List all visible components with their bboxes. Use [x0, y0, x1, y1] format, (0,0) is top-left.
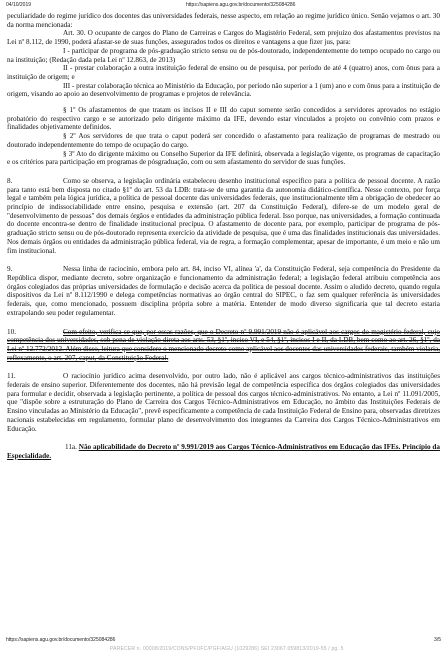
quote-inciso-ii: II - prestar colaboração a outra instituição federal de ensino ou de pesquisa, por período de até 4 (quatro) anos, com ônus para a instituição de origem; e [7, 64, 440, 81]
paragraph-11 [7, 372, 440, 433]
browser-print-header [6, 2, 441, 12]
page-number: 3/5 [434, 637, 441, 643]
section-number: 11a. [65, 443, 77, 452]
paragraph-8-text: Como se observa, a legislação ordinária estabeleceu desenho institucional específico para a política de pessoal docente. A razão para tanto está bem disposta no citado §1º do art. 53 da LDB: trata-se de uma garantia da autonomia didático-científica. Nesse contexto, por força legal e também pela lógica jurídica, a política de pessoal docente das universidades federais, que institucionalmente têm a obrigação de obedecer ao princípio de indissociabilidade entre ensino, pesquisa e extensão (art. 207 da Constituição Federal), difere-se de um modelo geral de "desenvolvimento de pessoas" dos demais órgãos e entidades da administração pública federal. Isso porque, nas universidades, a formação continuada do docente encontra-se dentro de finalidade institucional precípua. O afastamento de docente para, por exemplo, participar de programa de pós-graduação stricto sensu ou de pós-doutorado representa exercício da atividade de pesquisa, que é uma das finalidades institucionais das universidades. Nos demais órgãos ou entidades da administração pública federal, via de regra, a formação complementar, apesar de importante, é um meio e não um fim institucional. [7, 176, 440, 255]
quote-paragraph-1: § 1º Os afastamentos de que tratam os incisos II e III do caput somente serão concedidos a servidores aprovados no estágio probatório do respectivo cargo e se autorizado pelo dirigente máximo da IFE, devendo estar vinculados a projeto ou convênio com prazos e finalidades objetivamente definidos. [7, 106, 440, 132]
paragraph-11-text: O raciocínio jurídico acima desenvolvido, por outro lado, não é aplicável aos cargos técnico-administrativos das instituições federais de ensino superior. Diferentemente dos docentes, não há previsão legal de competência específica dos órgãos colegiados das universidades para formular e decidir, observada a legislação pertinente, a política de pessoal dos cargos técnico-administrativos. No entanto, a Lei nº 11.091/2005, que "dispõe sobre a estruturação do Plano de Carreira dos Cargos Técnico-Administrativos em Educação, no âmbito das Instituições Federais de Ensino vinculadas ao Ministério da Educação", prevê especificamente a competência de cada Instituição Federal de Ensino para, observadas diretrizes nacionais estabelecidas em regulamento, formular plano de desenvolvimento dos integrantes da Carreira dos Cargos Técnico-Administrativos em Educação. [7, 372, 440, 433]
paragraph-9 [7, 265, 440, 317]
document-body [7, 12, 440, 461]
paragraph-9-text: Nessa linha de raciocínio, embora pelo art. 84, inciso VI, alínea 'a', da Constituição Federal, seja competência do Presidente da República dispor, mediante decreto, sobre organização e funcionamento da administração federal; a legislação federal atribuiu competência aos órgãos colegiados das próprias universidades de formulação e decisão acerca da política de pessoal docente. Assim o aludido decreto, quando regula dispositivos da Lei nº 8.112/1990 e delega competências normativas ao órgão central do SIPEC, o faz sem qualquer referência às universidades federais, que, como mencionado, possuem disciplina própria sobre a matéria. Entender de modo diverso significaria que tal decreto estaria extrapolando seu poder regulamentar. [7, 265, 440, 317]
document-stamp: PARECER n. 00008/2019/CONS/PFUFC/PGF/AGU (1029286) SEI 23067.059813/2019-55 / pg. 5 [110, 646, 344, 652]
print-date: 04/10/2019 [6, 2, 32, 8]
paragraph-intro: peculiaridade do regime jurídico dos docentes das universidades federais, nesse aspecto, em relação ao regime jurídico único. Senão vejamos o art. 30 da norma mencionada: [7, 12, 440, 29]
footer-url: https://sapiens.agu.gov.br/documento/325084286 [6, 637, 116, 643]
print-url: https://sapiens.agu.gov.br/documento/325084286 [186, 2, 296, 8]
paragraph-8 [7, 177, 440, 255]
quote-inciso-iii: III - prestar colaboração técnica ao Ministério da Educação, por período não superior a 1 (um) ano e com ônus para a instituição de origem, visando ao apoio ao desenvolvimento de programas e projetos de relevância. [7, 81, 440, 99]
quote-inciso-i: I - participar de programa de pós-graduação stricto sensu ou de pós-doutorado, independentemente do tempo ocupado no cargo ou na instituição; (Redação dada pela Lei nº 12.863, de 2013) [7, 46, 440, 64]
section-heading [7, 443, 440, 460]
quote-art-30: Art. 30. O ocupante de cargos do Plano de Carreiras e Cargos do Magistério Federal, sem prejuízo dos afastamentos previstos na Lei nº 8.112, de 1990, poderá afastar-se de suas funções, assegurados todos os direitos e vantagens a que fizer jus, para: [7, 29, 440, 47]
paragraph-number: 9. [7, 265, 13, 274]
section-title: Não aplicabilidade do Decreto nº 9.991/2019 aos Cargos Técnico-Administrativos em Educação das IFEs. Princípio da Especialidade. [7, 443, 440, 460]
quote-paragraph-2: § 2º Aos servidores de que trata o caput poderá ser concedido o afastamento para realização de programas de mestrado ou doutorado independentemente do tempo de ocupação do cargo. [7, 132, 440, 149]
quote-paragraph-3: § 3º Ato do dirigente máximo ou Conselho Superior da IFE definirá, observada a legislação vigente, os programas de capacitação e os critérios para participação em programas de pósgraduação, com ou sem afastamento do servidor de suas funções. [7, 149, 440, 167]
paragraph-number: 11. [7, 372, 16, 381]
paragraph-10 [7, 328, 440, 363]
paragraph-10-text: Com efeito, verifica-se que, por essas razões, que o Decreto nº 9.991/2019 não é aplicável aos cargos do magistério federal, cujo competência dos universidades, sob pena de violação direta aos arts. 53, §1º, inciso VI, e 54, §1º, incisos I e II, da LDB, bem como ao art. 26, §1º, da Lei nº 12.772/2012. Além disso, leitura que considere o mencionado decreto como aplicável aos docentes das universidades federais, também violaria, reflexamente, o art. 207, caput, da Constituição Federal. [7, 327, 440, 362]
paragraph-number: 10. [7, 327, 16, 336]
paragraph-number: 8. [7, 176, 13, 185]
